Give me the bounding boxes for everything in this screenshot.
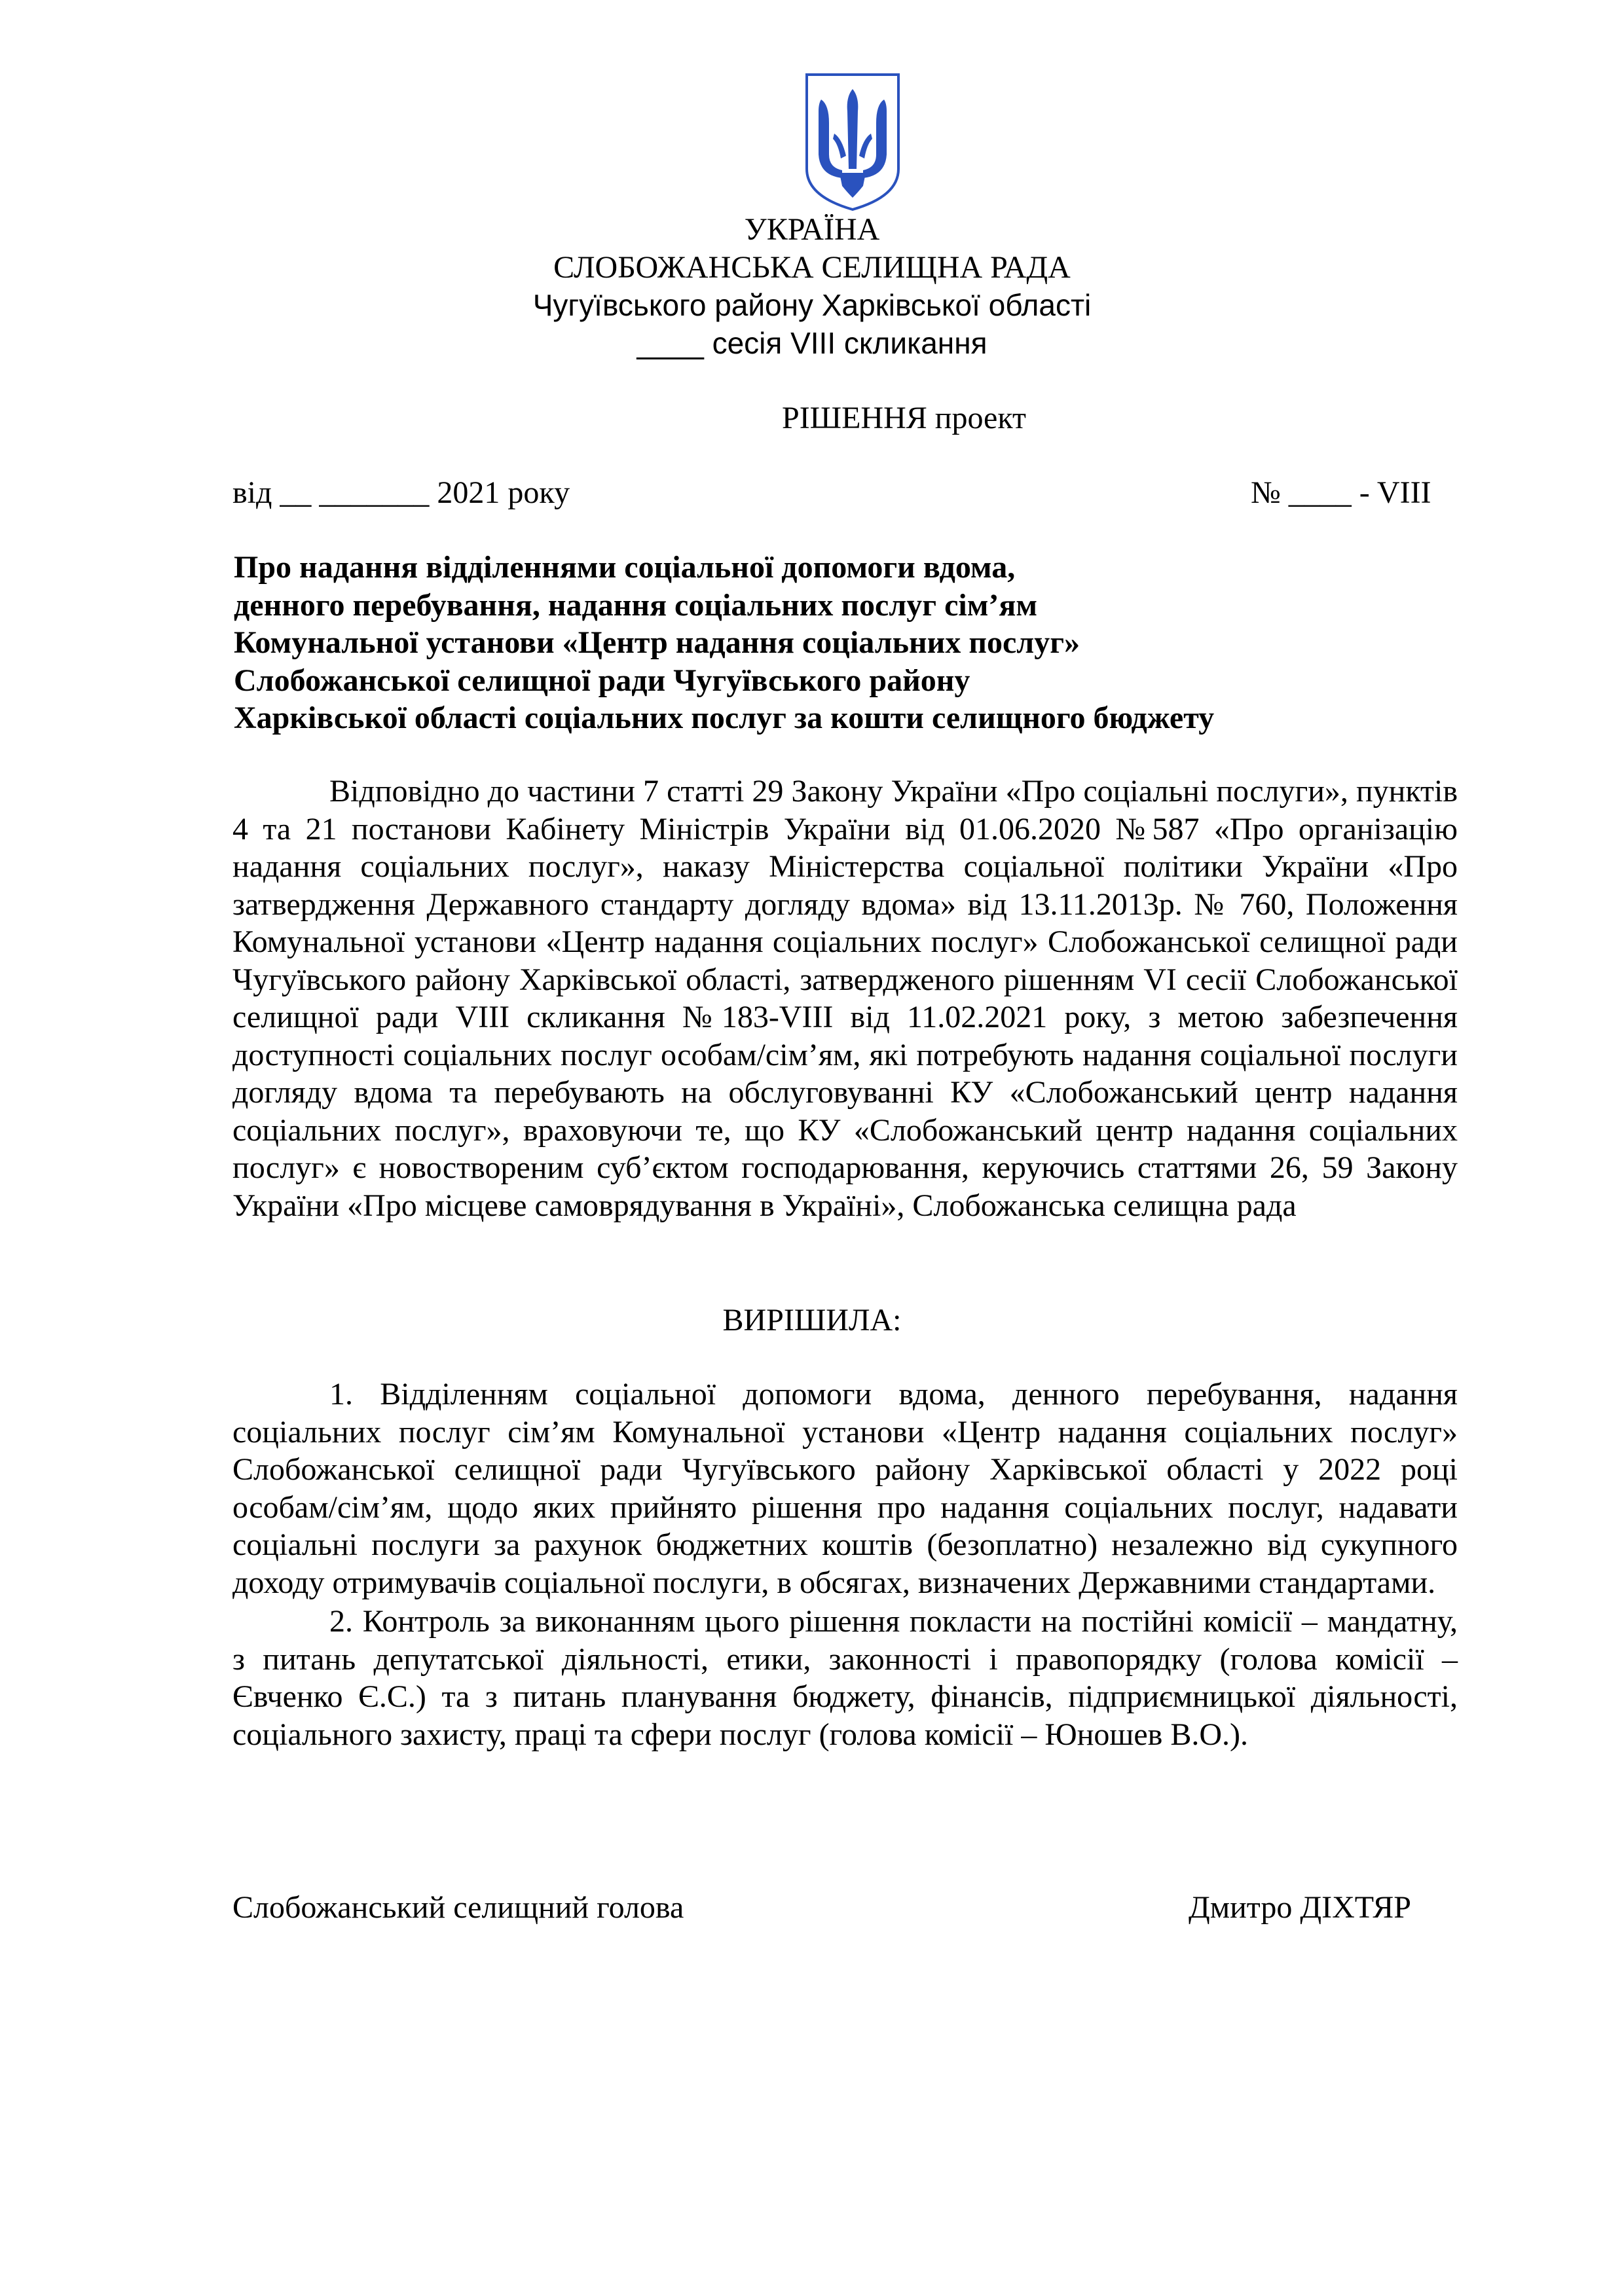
decision-title <box>234 549 1412 737</box>
number-line: № ____ - VIII <box>1251 475 1431 510</box>
header-region: Чугуївського району Харківської області <box>532 288 1092 322</box>
preamble-paragraph: Відповідно до частини 7 статті 29 Закону України «Про соціальні послуги», пунктів 4 та 21 постанови Кабінету Міністрів України від 01.06.2020 №587 «Про організацію надання соціальних послуг», наказу Міністерства соціальної політики України «Про затвердження Державного стандарту догляду вдома» від 13.11.2013р. № 760, Положення Комунальної установи «Центр надання соціальних послуг» Слобожанської селищної ради Чугуївського району Харківської області, затвердженого рішенням VI сесії Слобожанської селищної ради VIII скликання №183-VIII від 11.02.2021 року, з метою забезпечення доступності соціальних послуг особам/сім’ям, які потребують надання соціальної послуги догляду вдома та перебувають на обслуговуванні КУ «Слобожанський центр надання соціальних послуг», враховуючи те, що КУ «Слобожанський центр надання соціальних послуг» є новоствореним суб’єктом господарювання, керуючись статтями 26, 59 Закону України «Про місцеве самоврядування в Україні», Слобожанська селищна рада <box>232 774 1458 1223</box>
decision-point-2: 2. Контроль за виконанням цього рішення покласти на постійні комісії – мандатну, з питань депутатської діяльності, етики, законності і правопорядку (голова комісії – Євченко Є.С.) та з питань планування бюджету, фінансів, підприємницької діяльності, соціального захисту, праці та сфери послуг (голова комісії – Юношев В.О.). <box>232 1604 1458 1752</box>
coat-of-arms-icon <box>803 71 902 213</box>
signature-position: Слобожанський селищний голова <box>232 1890 684 1925</box>
header-council: СЛОБОЖАНСЬКА СЕЛИЩНА РАДА <box>553 250 1071 285</box>
title-line: Про надання відділеннями соціальної допомоги вдома, <box>234 550 1016 585</box>
date-line: від __ _______ 2021 року <box>232 475 570 510</box>
header-country: УКРАЇНА <box>744 212 880 247</box>
decision-heading: РІШЕННЯ проект <box>782 401 1027 435</box>
signature-name: Дмитро ДІХТЯР <box>1189 1890 1411 1925</box>
decision-point-1: 1. Відділенням соціальної допомоги вдома, денного перебування, надання соціальних послуг сім’ям Комунальної установи «Центр надання соціальних послуг» Слобожанської селищної ради Чугуївського району Харківської області у 2022 році особам/сім’ям, щодо яких прийнято рішення про надання соціальних послуг, надавати соціальні послуги за рахунок бюджетних коштів (безоплатно) незалежно від сукупного доходу отримувачів соціальної послуги, в обсягах, визначених Державними стандартами. <box>232 1377 1458 1600</box>
header-session: ____ сесія VIII скликання <box>637 326 987 360</box>
title-line: денного перебування, надання соціальних послуг сім’ям <box>234 587 1038 623</box>
decided-heading: ВИРІШИЛА: <box>722 1303 902 1338</box>
title-line: Харківської області соціальних послуг за кошти селищного бюджету <box>234 701 1215 735</box>
title-line: Слобожанської селищної ради Чугуївського району <box>234 663 970 698</box>
title-line: Комунальної установи «Центр надання соціальних послуг» <box>234 625 1080 660</box>
